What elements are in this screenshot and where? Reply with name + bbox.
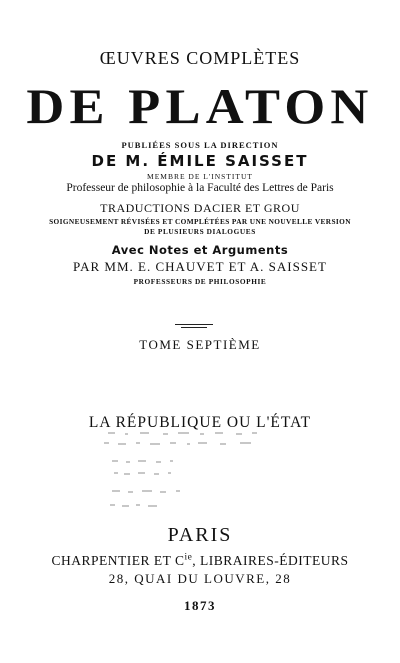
publication-note: PUBLIÉES SOUS LA DIRECTION — [121, 140, 279, 150]
publisher-name-superscript: ie — [184, 552, 193, 563]
editor-name: DE M. ÉMILE SAISSET — [91, 152, 309, 170]
publisher-name — [0, 553, 400, 569]
divider-rule-secondary — [181, 327, 207, 328]
publisher-name-part2: , LIBRAIRES-ÉDITEURS — [192, 553, 349, 568]
revision-note: SOIGNEUSEMENT RÉVISÉES ET COMPLÉTÉES PAR UNE NOUVELLE VERSION — [49, 217, 351, 226]
translations-line: TRADUCTIONS DACIER ET GROU — [100, 201, 300, 215]
publisher-name-part1: CHARPENTIER ET C — [51, 553, 185, 568]
volume-number: TOME SEPTIÈME — [139, 337, 261, 352]
editor-position: Professeur de philosophie à la Faculté des Lettres de Paris — [66, 182, 334, 194]
notes-line: Avec Notes et Arguments — [111, 243, 289, 257]
publication-city: PARIS — [167, 524, 233, 546]
divider-rule — [175, 324, 213, 325]
editor-membership: MEMBRE DE L'INSTITUT — [147, 172, 253, 181]
publication-year: 1873 — [184, 598, 216, 613]
series-title: ŒUVRES COMPLÈTES — [99, 48, 301, 68]
contributors-line: PAR MM. E. CHAUVET ET A. SAISSET — [73, 259, 327, 274]
revision-note-continued: DE PLUSIEURS DIALOGUES — [144, 227, 256, 236]
contributors-position: PROFESSEURS DE PHILOSOPHIE — [133, 277, 267, 286]
publisher-address: 28, QUAI DU LOUVRE, 28 — [108, 571, 292, 586]
bleed-through-texture — [0, 430, 400, 520]
author-title: DE PLATON — [26, 78, 374, 134]
work-title: LA RÉPUBLIQUE OU L'ÉTAT — [88, 414, 312, 431]
